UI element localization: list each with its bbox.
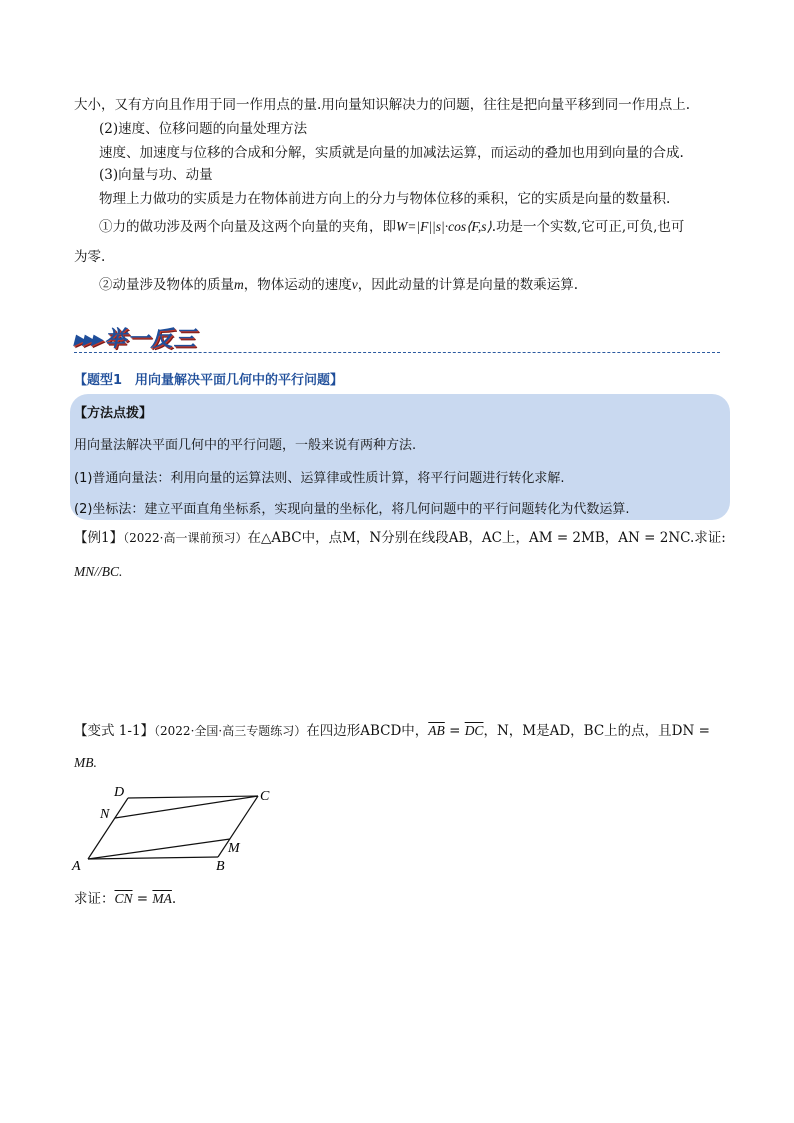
momentum-text-b: ，物体运动的速度 xyxy=(243,277,352,293)
banner-text: 举一反三 xyxy=(104,326,197,351)
proof-statement xyxy=(74,890,176,908)
method-line-1: 用向量法解决平面几何中的平行问题，一般来说有两种方法. xyxy=(74,438,417,453)
variant-1-1 xyxy=(74,722,710,740)
vector-dc: $\overline{DC}$ xyxy=(464,723,484,738)
label-m: M xyxy=(228,841,240,856)
paragraph-work: 物理上力做功的实质是力在物体前进方向上的分力与物体位移的乘积，它的实质是向量的数量积. xyxy=(99,191,671,207)
vector-ma: $\overline{MA}$ xyxy=(152,891,172,906)
method-line-2: (1)普通向量法：利用向量的运算法则、运算律或性质计算，将平行问题进行转化求解. xyxy=(74,471,565,486)
work-text-b: .功是一个实数,它可正,可负,也可 xyxy=(491,219,685,235)
banner-divider xyxy=(74,352,720,353)
variant-text-1: 在四边形ABCD中， xyxy=(306,723,429,739)
method-title: 【方法点拨】 xyxy=(74,406,153,421)
example-1 xyxy=(74,529,726,547)
work-formula: W=|F||s|·cos⟨F,s⟩ xyxy=(396,219,492,234)
variant-tag: 【变式 1-1】 xyxy=(74,723,155,739)
momentum-text-a: ②动量涉及物体的质量 xyxy=(99,277,234,293)
banner-arrows-icon: ▶▶▶ xyxy=(74,331,101,347)
mass-symbol: m xyxy=(234,277,244,292)
segment-am xyxy=(88,839,230,859)
label-n: N xyxy=(100,807,110,822)
proof-eq: = xyxy=(132,891,153,907)
variant-source: （2022·全国·高三专题练习） xyxy=(154,724,307,738)
variant-text-2: ，N，M是AD，BC上的点，且DN = xyxy=(483,723,710,739)
paragraph-work-formula xyxy=(99,218,684,236)
example-1-source: （2022·高一课前预习） xyxy=(123,531,248,545)
label-d: D xyxy=(114,785,125,800)
segment-nc xyxy=(115,796,258,818)
paragraph-momentum xyxy=(99,276,578,294)
work-text-a: ①力的做功涉及两个向量及这两个向量的夹角，即 xyxy=(99,219,396,235)
method-line-3: (2)坐标法：建立平面直角坐标系，实现向量的坐标化，将几何问题中的平行问题转化为代数运算. xyxy=(74,502,630,517)
proof-suffix: . xyxy=(171,891,177,907)
example-1-text: 在△ABC中，点M，N分别在线段AB，AC上，AM = 2MB，AN = 2NC.求证: xyxy=(247,530,726,546)
example-1-line-2: MN//BC. xyxy=(74,564,123,579)
paragraph-velocity: 速度、加速度与位移的合成和分解，实质就是向量的加减法运算，而运动的叠加也用到向量的合成. xyxy=(99,145,684,161)
edge-dc xyxy=(128,796,258,798)
question-type-heading: 【题型1 用向量解决平面几何中的平行问题】 xyxy=(74,373,344,388)
label-c: C xyxy=(260,789,270,804)
label-a: A xyxy=(72,859,81,874)
paragraph-force: 大小，又有方向且作用于同一作用点的量.用向量知识解决力的问题，往往是把向量平移到同一作用点上. xyxy=(74,97,691,113)
edge-ba xyxy=(88,857,218,859)
label-b: B xyxy=(216,859,225,874)
section-banner xyxy=(74,322,196,353)
subheading-velocity: (2)速度、位移问题的向量处理方法 xyxy=(99,121,308,137)
paragraph-zero: 为零. xyxy=(74,249,106,265)
variant-line-2: MB. xyxy=(74,755,97,770)
velocity-symbol: v xyxy=(351,277,358,292)
vector-ab: $\overline{AB}$ xyxy=(428,723,445,738)
proof-prefix: 求证： xyxy=(74,891,115,907)
subheading-work: (3)向量与功、动量 xyxy=(99,167,213,183)
parallelogram-figure xyxy=(70,784,280,874)
example-1-tag: 【例1】 xyxy=(74,530,124,546)
momentum-text-c: ，因此动量的计算是向量的数乘运算. xyxy=(357,277,579,293)
vector-cn: $\overline{CN}$ xyxy=(114,891,133,906)
variant-eq: = xyxy=(444,723,465,739)
